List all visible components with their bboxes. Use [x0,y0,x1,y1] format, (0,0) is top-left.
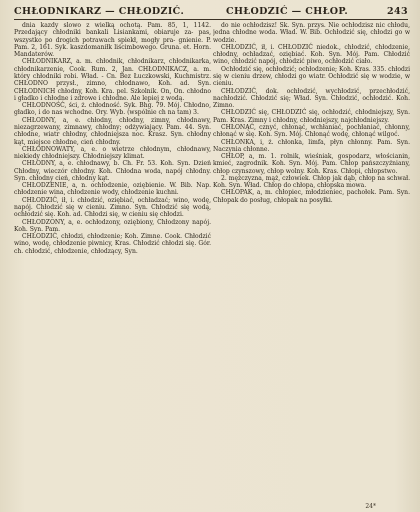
dictionary-entry: CHŁONKA, i, ż. chłonka, limfa, płyn chłonny. Pam. Syn. Naczynia chłonne. [213,138,410,153]
header-left-title: CHŁODNIKARZ — CHŁODZIĆ. [14,6,185,17]
dictionary-entry: 2. mężczyzna, mąż, człowiek. Chłop jak dąb, chłop na schwał. Koh. Syn. Wład. Chłop do chłopa, chłopska mowa. [213,174,410,190]
dictionary-entry: CHŁONĄĆ, cznyć, chłonąć, wchłaniać, pochłaniać, chłonny, chłonąć w się. Koh. Syn. Mój. Chłonąć wodę, chłonąć wilgoć. [213,123,410,139]
dictionary-entry: CHŁODZIĆ, dok. ochłodzić, wychłodzić, przechłodzić, nachłodzić. Chłodzić się; Wład. Syn. Chłodzić, ochłodzić. Koh. Zimno. [213,87,410,110]
dictionary-entry: CHŁODZENIE, a, n. ochłodzenie, oziębienie. W. Bib. Nap. chłodzenie wina, chłodzenie wody, chłodzenie kuchni. [14,182,211,197]
dictionary-entry: CHŁODNY, a, e. chłodny, chłodny, zimny, chłodnawy, niezagrzewany, zimnawy, chłodny; odżywiający. Pam. 44. Syn. chłodne, wiatr chłodny, chłodniejsza noc. Krasz. Syn. chłodny kąt, miejsce chłodne, cień chłodny. [14,116,211,146]
column-gutter [209,22,210,506]
dictionary-entry: CHŁODZIĆ, ił, i. CHŁODZIĆ niedok., chłodzić, chłodzenie, chłodny, ochładzać, oziębiać. Koh. Syn. Mój. Pam. Chłodzić wino, chłodzić napój, chłodzić piwo, ochłodzić ciało. [213,43,410,66]
dictionary-entry: CHŁODZIĆ, chłodzi, chłodzenie; Koh. Zimne. Cook. Chłodzić wino, wodę, chłodzenie piwnicy, Kras. Chłodzić chłodzi się. Gór. ch. chłodzić, chłodzenie, chłodzący, Syn. [14,233,211,255]
dictionary-entry: dnia kazdy slowo z wielką ochotą. Pam. 85, 1, 1142. Przedający chłodniki bankali Lisiankami, obiaruje za- pas, wszystko po drogich potrawach spiekł, mogły pra- gnienie. P. Pam. 2, 161. Syk. kaszdomaniłk liścimbowego. Gruna. et. Horn. Mandaterów. [14,22,211,59]
left-column [14,22,211,508]
header-rule [14,19,408,20]
page-number: 243 [386,6,408,17]
dictionary-entry: CHŁOP, a, m. 1. rolnik, wieśniak, gospodarz, włościanin, kmieć, zagrodnik. Koh. Syn. Mój. Pam. Chłop pańszczyźniany, chłop czynszowy, chłop wolny. Koh. Kras. Chłopi, chłopstwo. [213,153,410,175]
dictionary-entry: CHŁODNIKARZ, a. m. chłodnik, chłodnikarz, chłodnikarka, chłodnikarzenie, Cook. Rum. 2, Jan. CHŁODNIKACZ, a. m. który chłodniki robi. Wład. - Cn. Bez Łuczkowski, Kuchmistrz. CHŁODNO przysł., zimno, chłodnawo, Koh. ad. Syn. CHŁODNICH chłodny, Koh. Kra. pel. Szkolnik. On, On. chłodno i gładko i chłodne i zdrowe i chłodne. Ale lepiej z wodą. [14,58,211,102]
header-right-title: CHŁODZIĆ — CHŁOP. [226,6,349,17]
signature-mark: 24* [365,503,376,510]
dictionary-entry: CHŁODNOŚĆ, ści, ż. chłodność. Syk. Bhg. 79. Mój. Chłodno, gładko, i do nas wchodne. Ory. Wyb. (wspólnie ch na tam) 3. [14,102,211,117]
dictionary-entry: CHŁODZIĆ się, CHŁODZIĆ się, ochłodzić, chłodniejszy, Syn. Pam. Kras. Zimny i chłodny, chłodniejszy, najchłodniejszy. [213,109,410,124]
dictionary-entry: do nie ochłodzisz! Sk. Syn. przys. Nie ochłodzisz nic chłodu, jedna chłodne woda. Wład. W. Bib. Ochłodzić się, chłodzi go w wodzie. [213,22,410,44]
dictionary-entry: CHŁODNY, a, e. chłodnawy, b. Ch. Fr. 53. Koh. Syn. Dzień Chłodny, wieczór chłodny. Koh. Chłodna woda, napój chłodny. Syn. chłodny cień, chłodny kąt. [14,160,211,182]
dictionary-entry: CHŁODNOWATY, a, e. o wietrze chłodnym, chłodnawy, niekiedy chłodniejszy. Chłodniejszy klimat. [14,145,211,161]
dictionary-entry: Ochłodzić się, ochłodzić; ochłodzenie; Koh. Kras. 335. chłodzi się w cieniu drzew, chłodzi go wiatr. Ochłodzić się w wodzie, w cieniu. [213,65,410,88]
running-header [14,6,408,18]
dictionary-entry: CHŁODZONY, a, e. ochłodzony, oziębiony, Chłodzony napój. Koh. Syn. Pam. [14,218,211,233]
dictionary-entry: CHŁODZIĆ, ił, i. chłodzić, oziębiać, ochładzać; wino, wodę, napój. Chłodzić się w cieniu. Zimno. Syn. Chłodzić się wodą, ochłodzić się. Koh. ad. Chłodzi się, w cieniu się chłodzi. [14,196,211,219]
right-column [213,22,410,508]
dictionary-entry: CHŁOPAK, a, m. chłopiec, młodzieniec, pachołek. Pam. Syn. Chłopak do posług, chłopak na posyłki. [213,189,410,204]
